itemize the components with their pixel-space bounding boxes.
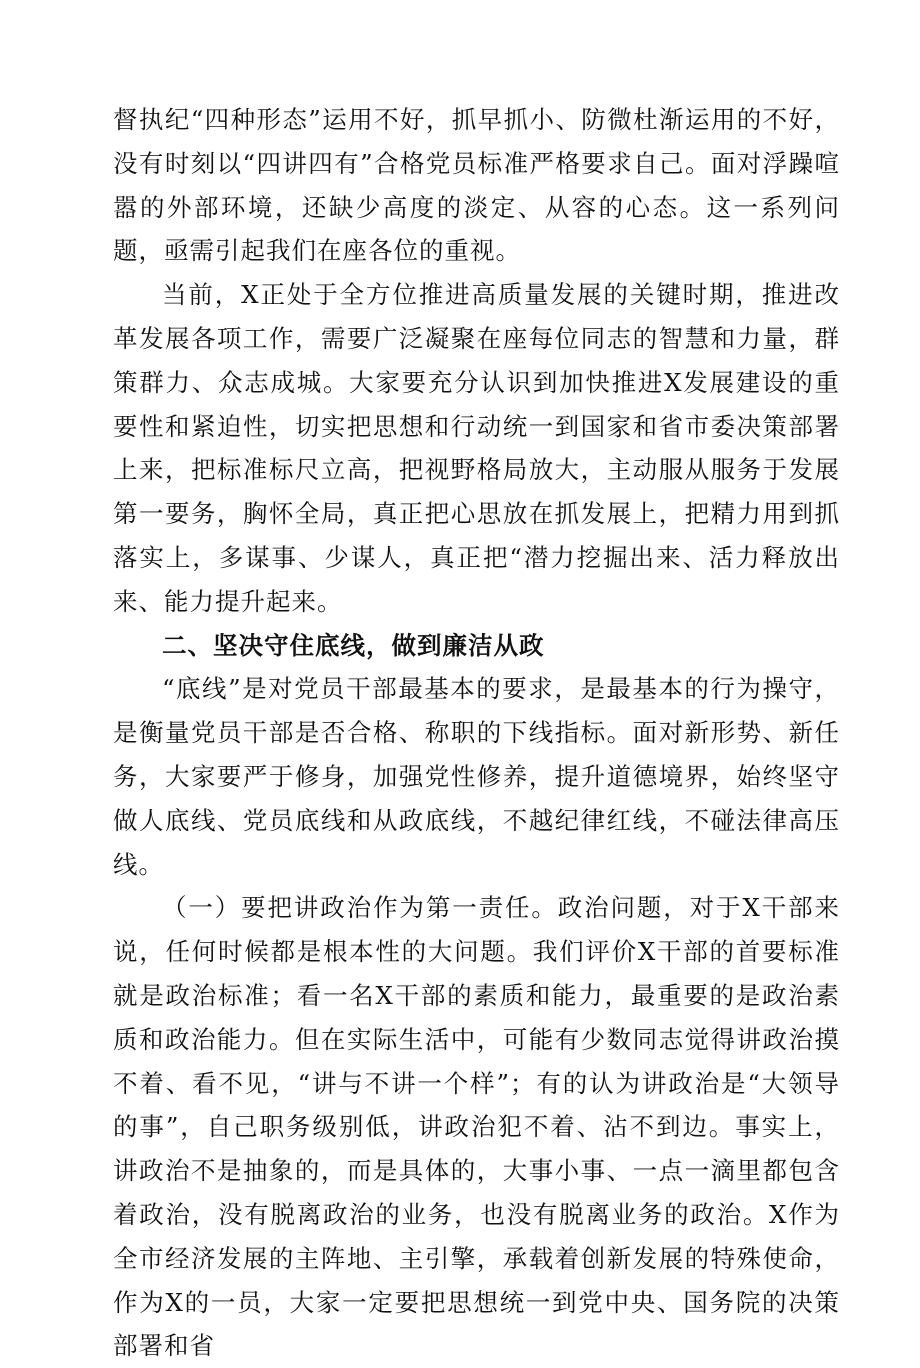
paragraph-continued: 督执纪“四种形态”运用不好，抓早抓小、防微杜渐运用的不好，没有时刻以“四讲四有”合格党员标准严格要求自己。面对浮躁喧嚣的外部环境，还缺少高度的淡定、从容的心态。这一系列问题，亟需引起我们在座各位的重视。 [113, 105, 840, 266]
paragraph-politics-first: （一）要把讲政治作为第一责任。政治问题，对于X干部来说，任何时候都是根本性的大问题。我们评价X干部的首要标准就是政治标准；看一名X干部的素质和能力，最重要的是政治素质和政治能力。但在实际生活中，可能有少数同志觉得讲政治摸不着、看不见，“讲与不讲一个样”；有的认为讲政治是“大领导的事”，自己职务级别低，讲政治犯不着、沾不到边。事实上，讲政治不是抽象的，而是具体的，大事小事、一点一滴里都包含着政治，没有脱离政治的业务，也没有脱离业务的政治。X作为全市经济发展的主阵地、主引擎，承载着创新发展的特殊使命，作为X的一员，大家一定要把思想统一到党中央、国务院的决策部署和省 [113, 893, 840, 1361]
section-heading: 二、坚决守住底线，做到廉洁从政 [162, 630, 545, 660]
document-body [113, 98, 840, 1368]
paragraph-current-situation: 当前，X正处于全方位推进高质量发展的关键时期，推进改革发展各项工作，需要广泛凝聚在座每位同志的智慧和力量，群策群力、众志成城。大家要充分认识到加快推进X发展建设的重要性和紧迫性，切实把思想和行动统一到国家和省市委决策部署上来，把标准标尺立高，把视野格局放大，主动服从服务于发展第一要务，胸怀全局，真正把心思放在抓发展上，把精力用到抓落实上，多谋事、少谋人，真正把“潜力挖掘出来、活力释放出来、能力提升起来。 [113, 280, 840, 616]
paragraph-bottom-line: “底线”是对党员干部最基本的要求，是最基本的行为操守，是衡量党员干部是否合格、称职的下线指标。面对新形势、新任务，大家要严于修身，加强党性修养，提升道德境界，始终坚守做人底线、党员底线和从政底线，不越纪律红线，不碰法律高压线。 [113, 674, 840, 879]
